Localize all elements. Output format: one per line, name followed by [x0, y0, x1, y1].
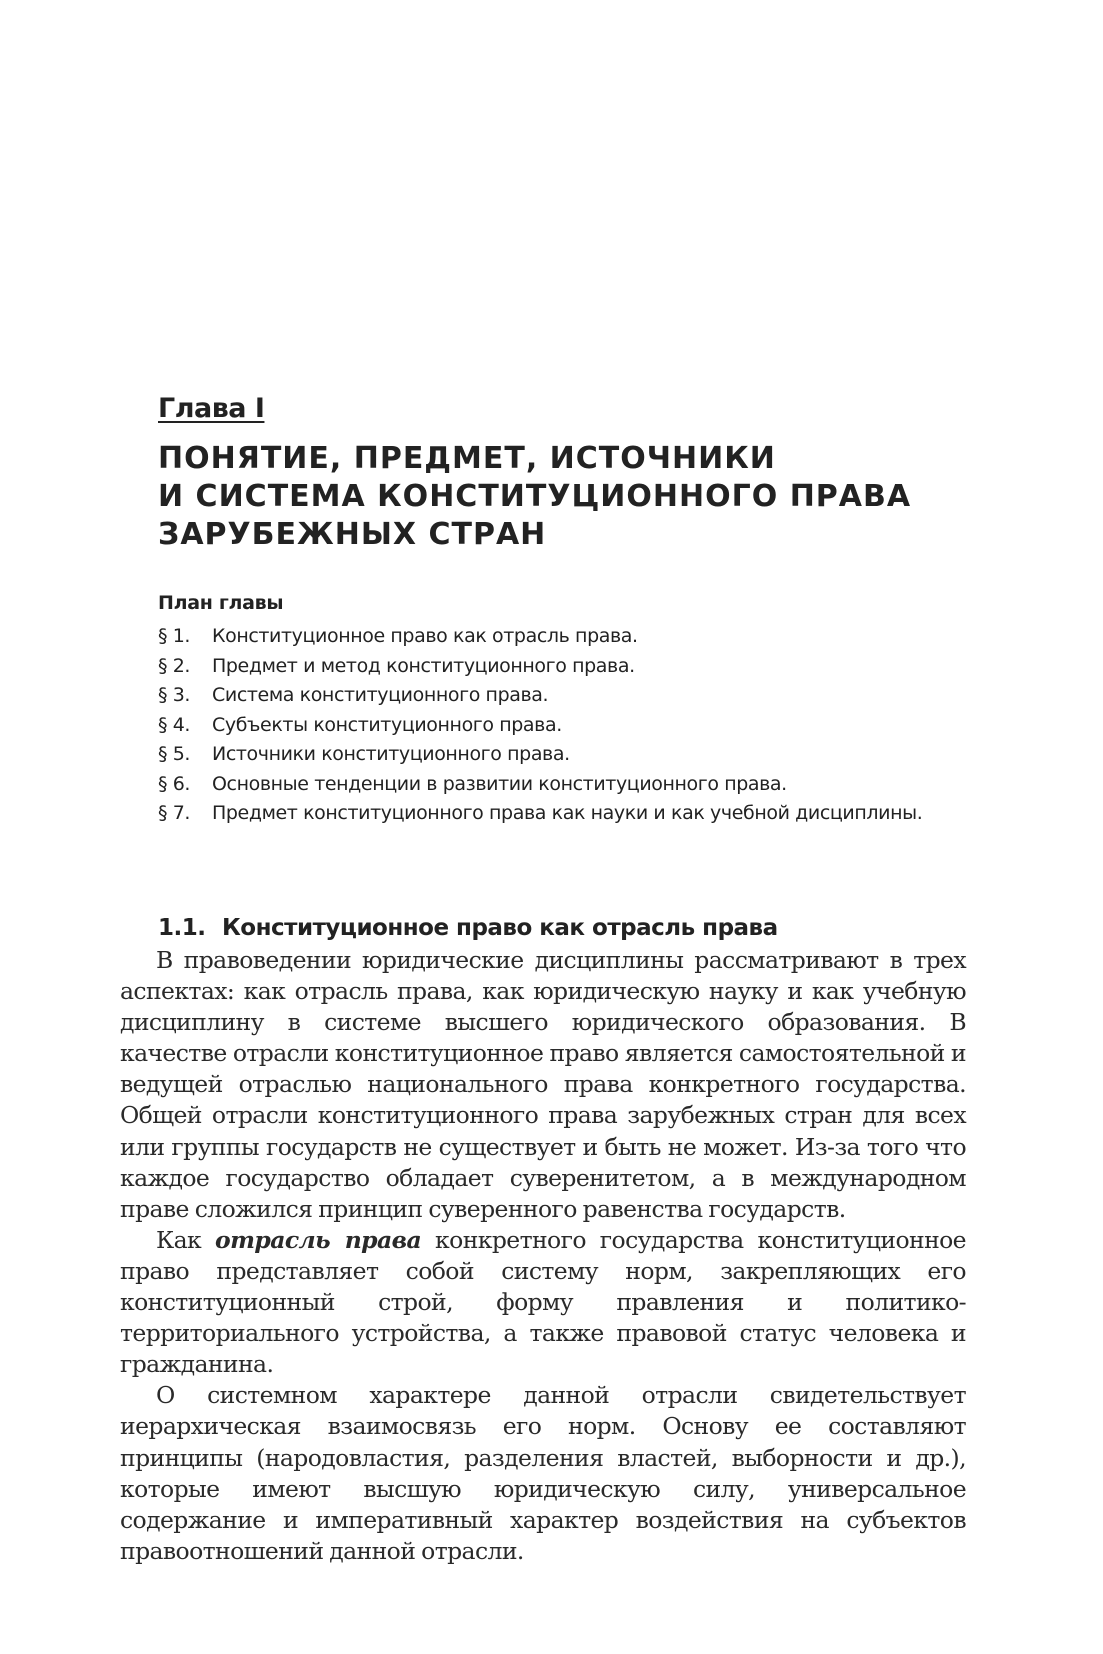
chapter-label: Глава I: [158, 393, 265, 424]
plan-item-number: § 1.: [158, 625, 191, 647]
plan-item: [158, 622, 978, 652]
body-text: [120, 945, 966, 1567]
plan-item-number: § 7.: [158, 802, 191, 824]
paragraph: О системном характере данной отрасли свидетельствует иерархическая взаимосвязь его норм. Основу ее составляют принципы (народовластия, разделения властей, выборности и др.), которые имеют высшую юридическую силу, универсальное содержание и императивный характер воздействия на субъектов правоотношений данной отрасли.: [120, 1381, 966, 1565]
plan-item: [158, 711, 978, 741]
paragraph-text: конкретного государства конституционное право представляет собой систему норм, закрепляющих его конституционный строй, форму правления и политико-территориального устройства, а также правовой статус человека и гражданина.: [120, 1225, 966, 1379]
plan-item-text: Источники конституционного права.: [212, 743, 570, 765]
plan-item: [158, 799, 978, 829]
plan-item-number: § 4.: [158, 713, 191, 736]
plan-item-number: § 6.: [158, 772, 191, 795]
plan-item: [158, 652, 978, 682]
plan-item-text: Конституционное право как отрасль права.: [212, 625, 638, 647]
section-title: Конституционное право как отрасль права: [222, 915, 778, 942]
plan-item-text: Субъекты конституционного права.: [212, 713, 562, 736]
plan-item-number: § 2.: [158, 654, 191, 677]
plan-list: [158, 622, 978, 829]
plan-item-text: Основные тенденции в развитии конституционного права.: [212, 772, 787, 795]
emphasized-term: отрасль права: [215, 1225, 422, 1254]
plan-heading: План главы: [158, 592, 284, 614]
chapter-title-line: ПОНЯТИЕ, ПРЕДМЕТ, ИСТОЧНИКИ: [158, 441, 776, 476]
section-number: 1.1.: [158, 915, 206, 942]
chapter-title-line: ЗАРУБЕЖНЫХ СТРАН: [158, 517, 547, 552]
section-heading: [158, 913, 778, 943]
plan-item-text: Предмет конституционного права как науки и как учебной дисциплины.: [212, 802, 923, 824]
chapter-title: [158, 440, 978, 554]
plan-item: [158, 740, 978, 770]
plan-item-number: § 5.: [158, 743, 191, 765]
plan-item: [158, 681, 978, 711]
chapter-plan: [158, 590, 978, 829]
paragraph-text: Как: [156, 1225, 216, 1254]
plan-item-number: § 3.: [158, 684, 191, 706]
chapter-title-line: И СИСТЕМА КОНСТИТУЦИОННОГО ПРАВА: [158, 479, 912, 514]
paragraph: [120, 1225, 966, 1380]
paragraph: В правоведении юридические дисциплины рассматривают в трех аспектах: как отрасль права, как юридическую науку и как учебную дисциплину в системе высшего юридического образования. В качестве отрасли конституционное право является самостоятельной и ведущей отраслью национального права конкретного государства. Общей отрасли конституционного права зарубежных стран для всех или группы государств не существует и быть не может. Из-за того что каждое государство обладает суверенитетом, а в международном праве сложился принцип суверенного равенства государств.: [120, 946, 966, 1223]
plan-item: [158, 770, 978, 800]
plan-item-text: Система конституционного права.: [212, 684, 549, 706]
plan-item-text: Предмет и метод конституционного права.: [212, 654, 635, 677]
